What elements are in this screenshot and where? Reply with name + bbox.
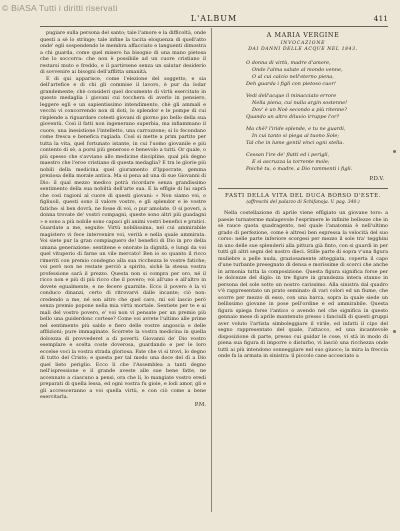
poem-line: Poichè tu, o madre, a Dio rammenti i figli. (246, 165, 353, 172)
poem-line: Dov' è un Noè secondo a più ritenne? (252, 106, 347, 113)
article-subtitle: (affreschi del palazzo di Schifanoja. V. pag. 340.) (246, 199, 360, 205)
right-column (218, 30, 388, 510)
poem-stanza-1 (246, 60, 388, 88)
poem-line: E si ascruzza la torrente mole; (252, 158, 330, 165)
poem-line: Ma chè? l'iride splende, e tu ne guardi, (246, 125, 346, 132)
poem-stanza-3 (246, 126, 388, 147)
poem-dedication: DAI DANNI DELLE ACQUE NEL 1843. (248, 47, 358, 52)
poem-stanza-2 (246, 93, 388, 121)
column-divider (211, 28, 212, 512)
article-paragraph-1: Nella costellazione di aprile viene effigiato un giovane toro: a paesie turnaterme malagevole l'esprimere le infinite bellezze che in sè rauce quota quadragento, nel quale l'anatomia è nell'ultimo grado di perfezione, come è altresì ben espressa la velocità del suo corso: nelle parte inferiore scorgesi per mezzo il sole tra' tegghini in uno delle sue splenderii alla pittura già finto, con si guardi in per tutti gli altri segni del nostro dieci. Stille parte di sopra v'una figura muliebre a pelle nuda, graziosamente atteggiata, coperta il capo d'une turbante presegnato di densa e morissime di scorci che anche in armonia tutta la composizione. Questa figura significa forse per le dolcezze del diglo: in tre figure in grandezza intera stanno in persona del sole sotto un nostro carissimo. Alla sinistra dal quadro v'è rappresentato un prato seminato di vari colori ed un fiume, che scorre per mezzo di esso, con una barca, sopra la quale siede un bellissimo giovane in pose pell'ordine e ed ammirabile. Questa figura spiega forse l'antico o avendo nel che significa in questo gennaio mese di aprile mantenuto presso i fanciulli di questi gruppi aver voluto l'artista simboleggiare il virile, ed infatti il cipo del segno rappresentato del quale, l'attacco, ed una incantevole disposizione di parte, presso cui guidar le cose, vi stà in modo di piena sua figura di imporre o disturbo, vi lasciò una ricchezza onde tutti ai più intendono sonneggiare nel suo giuoco; la mira la freccia onde fa la armata in sinistra: il piccolo cane accosciato a (218, 210, 388, 359)
poem-line: Quando un altro diluvio irruppe l'or? (246, 113, 340, 120)
poem-signature: P.D.V. (369, 175, 384, 182)
poem-line: Onde l'alma salute al mondo venne, (252, 66, 343, 73)
poem-stanza-4 (246, 152, 388, 173)
poem-line: Tal che in lume gentil vinci ogni stella. (246, 139, 344, 146)
page-edge-mark (393, 150, 396, 153)
left-signature: P.M. (194, 401, 206, 408)
section-divider (218, 188, 388, 189)
poem-subtitle: INVOCAZIONE (280, 40, 326, 46)
page-header (40, 14, 388, 27)
page-number: 411 (373, 14, 388, 23)
left-paragraph-2: E di qui apparisce, come l'elezione del soggetto, e sia dell'artefice e di chi gli commise il lavoro, è pur da lodar grandemente; chè consideri quel documento di virtù esercitato in questo medaglia i giovani cui tocchera di averlo in pensiero, leggere egli e un sapientissimo intendimento, chè gli ammali e vecchi vi concorrendo non di doti, lo splendor e le pompe di cui risplende a riguardare cotesti giovani di giorno pio bello della sua gioventù. Così il fatti non ingenerano superbia, ma infiammano il cuore, una inesistione l'intelletto, una carrozzone; si lo fecondano come fresca e benefica rugiada. Così si mette a prim partito per tutta la vita, quel fortunato istante, in cui l'uomo giovanile e più contento di sè, a porsi più generoso e benevolo a tutti. Or quale, o più spesso che s'avviano allo medicine discipline, qual più degno maestro che l'eroe cristiano di questa medaglia? E tra le glorie più nobili della medicina quel giuramento d'Ippocrate, gemma preziosa della morale antica. Ma si pena ad una di sue Giovanni di Dio: il qual mezzo medico potrà ricordare senza grandissimo sentimento della sua nobiltà dell'arte sua. E la effigie di lui saprà che così ragioni al cuore di questi giovani: « Non siamo voi, o figliuoli, questi sono il valore vostro, e gli splendor e le vostre fatiche: sì ben dovrà, ne fosse di voi, o pur amolate. O si poveri, a donna trovate de' vostri compagni, queste sono altri più guadagni » e sono a più nobile sono capaci gli animi vostri benefici e pratici. Guardate a me, seguite: Virtù nobilissima, nel cui ammirabile magistero vi fece intervenire voi, verità e nella quale ammirata. Voi siete pur la gran compiaguero de! benefici di Dio in pro della umana generazione: sentitene e onorate la dignità, e lungi da voi quel vituperio di farne un vile mercato! Ben io so quanto il ricco rimeriti con premio condegno alla sua ricchezza le vostre fatiche; voi però non ne restate perciò a spirito, sichè la stessa vostra professione sarà il prezzo. Questa non si compra per oro, né il ricco non e più di più ricco che il povero; voi all'uno e all'altro in dovete egualmente, e ne fecere guarnite. Ecco il povero è la vi conduco dinanzi, certo di ritrovarvi dalle incante; ciò non: credendo a me, né son altro che quel caro, mi sol lascio però senza premio popone nella mia virtù mortale. Sentiete per te e ai mali del vostro povero, e' voi non vi pensate per un premio più bello una guiderdonc cortese? Come voi avrete l'ultimo alle prime nel sentimento più saldo e fiero delle vostre angoscia e delle afflizioni; pure immaginate. Scorrete la vostra medicina in quella dolcezza di provvederet a di poverti. Giovanni de' Dio vostro esemplare e scelta coste doverosa, guardando e per le loro eccelse voci la vostra strada gloriosa. Fate che vi si trovi, lo degno di tutto del Cristo; e questa per tal modo una doce del dì a Dio quel lieto periglio. Ecco li che l'Assemblea a tanti degno nell'ispressione e il grande aveste alle sue bene fatte, ne accennato a ciascuno a pensi, ora che li, lo mangiate vostro eredi preparati di quella lessa, ed ogni vostra fu gioie, e lodi amor, gli e gli accresceranno a voi quella virtù, e con ciò come a bene esercitarla. (40, 75, 206, 400)
poem-line: Nella piena, cui nulla argin sostenne! (252, 99, 348, 106)
poem-line: Vedi dell'acque il minacciato errore (246, 92, 337, 99)
poem-line: O al cui calcio nell'eterno piena, (252, 73, 334, 80)
poem-line: In cui tanto si piega al tuono Sole; (252, 132, 340, 139)
left-column (40, 30, 206, 510)
poem-title: A MARIA VERGINE (266, 31, 340, 39)
copyright-watermark: © BiASA Tutti i diritti riservati (2, 3, 118, 13)
journal-title: L'ALBUM (190, 14, 238, 23)
poem-line: Deh guarda i figli con pietoso cuor! (246, 80, 336, 87)
page-edge-mark (393, 330, 396, 333)
poem-line: O donna di virtù, madre d'amore, (246, 59, 331, 66)
article-title: FASTI DELLA VITA DEL DUCA BORSO D'ESTE. (225, 193, 381, 199)
poem-line: Cessan l'ire de' flutti ed i perigli, (246, 151, 330, 158)
left-paragraph-1: pugiare sulla persona del santo; tale l'amore e la difficoltà, onde questi a sè lo stringe; tale infine la tacita eloquenza di quell'atto onde' egli sospendendo le membra affacciato e languenti dimostra a chi guarda, come quel misero ha bisogno di una mano pietosa che lo soccorra: che non è possibile ad un cuore cristiano il restarsi muto e freddo, e il partirsene senza un salutar desiderio di sovvenire ai bisogni dell'afflitta umanità. (40, 30, 206, 75)
